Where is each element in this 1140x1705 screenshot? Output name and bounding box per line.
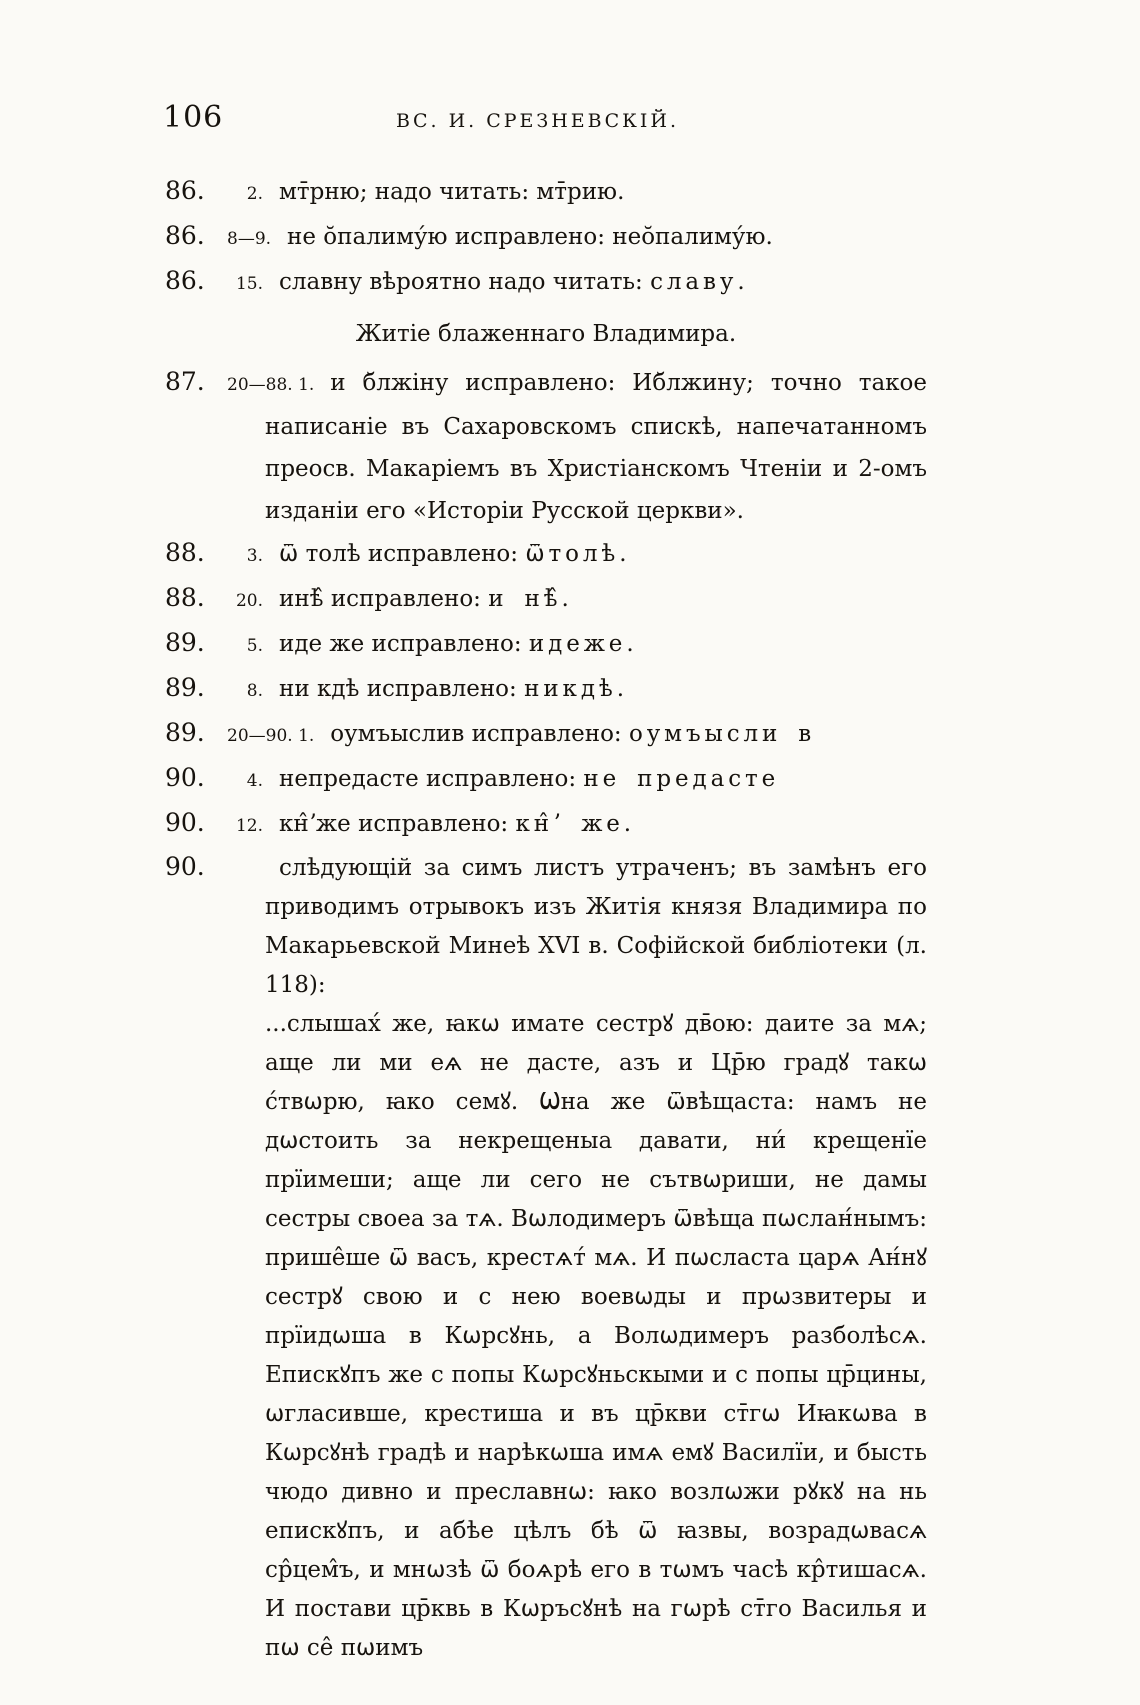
entry-page-number: 89. (165, 718, 205, 747)
correction-entry (165, 361, 927, 532)
page-number: 106 (163, 100, 224, 135)
correction-entry (165, 667, 927, 712)
entry-line-number: 20—90. 1. (227, 726, 315, 746)
section-heading: Житіе блаженнаго Владимира. (355, 321, 737, 347)
entry-line-number: 12. (235, 816, 263, 836)
entry-corrected-text: оумъысли в (628, 721, 816, 747)
entry-text: инѣ̂ исправлено: (279, 586, 489, 612)
entry-line-number: 8—9. (227, 229, 272, 249)
entry-corrected-text: ѿтолѣ. (525, 541, 631, 567)
running-head: ВС. И. СРЕЗНЕВСКІЙ. (395, 110, 679, 132)
correction-entry (165, 802, 927, 847)
correction-entry (165, 532, 927, 577)
entry-text: кн̂ʼже исправлено: (279, 811, 516, 837)
entry-line-number: 2. (246, 184, 263, 204)
slavonic-quote: ...слышах́ же, ꙗкѡ имате сестрꙋ дв̄ою: даите за мѧ; аще ли ми еѧ не дасте, азъ и Цр̄ю градꙋ такѡ с́твѡрю, ꙗко семꙋ. Ѡна же ѿвѣщаста: намъ не дѡстоить за некрещеныа давати, ни́ крещенїе прїимеши; аще ли сего не сътвѡриши, не дамы сестры своеа за тѧ. Вѡлодимеръ ѿвѣща пѡслан́нымъ: прише̂ше ѿ васъ, крестѧт́ мѧ. И пѡсласта царѧ Ан́нꙋ сестрꙋ свою и с нею воевѡды и прѡзвитеры и прїидѡша в Кѡрсꙋнь, а Волѡдимеръ разболѣсѧ. Епискꙋпъ же с попы Кѡрсꙋньскыми и с попы цр̄цины, ѡгласивше, крестиша и въ цр̄кви ст̄гѡ Иꙗкѡва в Кѡрсꙋнѣ градѣ и нарѣкѡша имѧ емꙋ Василїи, и бысть чюдо дивно и преславнѡ: ꙗко возлѡжи рꙋкꙋ на нь епискꙋпъ, и абѣе цѣлъ бѣ ѿ ꙗзвы, возрадѡвасѧ ср̂цем̂ъ, и мнѡзѣ ѿ боѧрѣ его в тѡмъ часѣ кр̂тишасѧ. И постави цр̄квь в Кѡръсꙋнѣ на гѡрѣ ст̄го Василья и пѡ се̂ пѡимъ (265, 1011, 927, 1661)
note-text: слѣдующій за симъ листъ утраченъ; въ замѣнъ его приводимъ отрывокъ изъ Житія князя Владимира по Макарьевской Минеѣ XVI в. Софійской библіотеки (л. 118): (265, 855, 927, 998)
entry-corrected-text: славу. (650, 269, 749, 295)
entry-page-number: 86. (165, 176, 205, 205)
correction-entry (165, 215, 927, 260)
entry-text: славну вѣроятно надо читать: (279, 269, 651, 295)
entry-page-number: 86. (165, 221, 205, 250)
entry-page-number: 90. (165, 763, 205, 792)
entry-text: и б̆лжіну исправлено: Иб̆лжину; точно такое написаніе въ Сахаровскомъ спискѣ, напечатанномъ преосв. Макаріемъ въ Христіанскомъ Чтеніи и 2-омъ изданіи его «Исторіи Русской церкви». (265, 370, 927, 524)
entry-page-number: 90. (165, 808, 205, 837)
correction-entry (165, 757, 927, 802)
note-entry (165, 847, 927, 1668)
entry-page-number: 88. (165, 538, 205, 567)
entry-corrected-text: и нѣ̂. (488, 586, 573, 612)
entry-line-number: 4. (246, 771, 263, 791)
entry-line-number: 20. (235, 591, 263, 611)
entry-line-number: 3. (246, 546, 263, 566)
page-content (165, 170, 927, 1668)
entry-text: оумъыслив исправлено: (330, 721, 629, 747)
entry-line-number: 8. (246, 681, 263, 701)
entry-page-number: 86. (165, 266, 205, 295)
entry-text: ѿ толѣ исправлено: (279, 541, 526, 567)
entry-line-number: 5. (246, 636, 263, 656)
correction-entry (165, 622, 927, 667)
entry-line-number: 20—88. 1. (227, 375, 315, 395)
entry-text: мт̄рню; надо читать: мт̄рию. (279, 179, 625, 205)
correction-entry (165, 170, 927, 215)
correction-entry (165, 577, 927, 622)
entry-page-number: 89. (165, 673, 205, 702)
entry-page-number: 89. (165, 628, 205, 657)
entry-page-number: 87. (165, 367, 205, 396)
entry-corrected-text: кн̂ʼ же. (515, 811, 636, 837)
entry-corrected-text: никдѣ. (524, 676, 628, 702)
correction-entry (165, 712, 927, 757)
entry-page-number: 88. (165, 583, 205, 612)
entry-page-number: 90. (165, 852, 205, 881)
entry-corrected-text: идеже. (528, 631, 638, 657)
entry-line-number: 15. (235, 274, 263, 294)
entry-text: непредасте исправлено: (279, 766, 584, 792)
entry-text: иде же исправлено: (279, 631, 529, 657)
entry-text: ни кдѣ исправлено: (279, 676, 525, 702)
correction-entry (165, 260, 927, 305)
entry-corrected-text: не предасте (583, 766, 780, 792)
entry-text: не о̆палиму́ю исправлено: нео̆палиму́ю. (287, 224, 773, 250)
